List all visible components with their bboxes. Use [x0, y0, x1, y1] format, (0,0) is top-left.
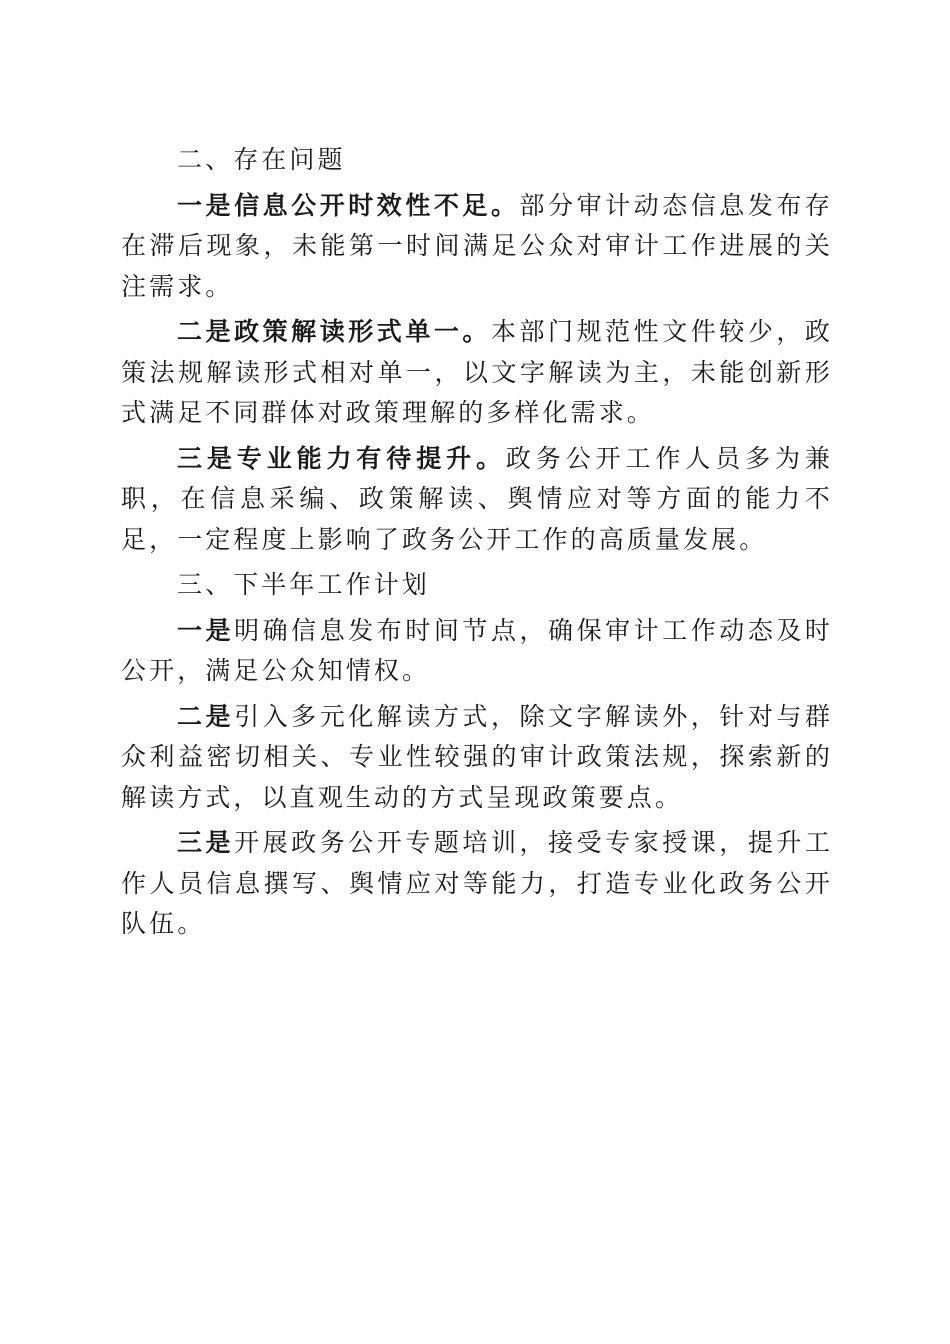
paragraph-lead: 二是政策解读形式单一。	[177, 317, 491, 346]
document-body	[121, 140, 833, 945]
paragraph-text: 本部门规范性文件较少，政策法规解读形式相对单一，以文字解读为主，未能创新形式满足不同群体对政策理解的多样化需求。	[121, 317, 833, 427]
problem-paragraph-1	[121, 186, 833, 308]
problem-paragraph-3	[121, 439, 833, 561]
paragraph-text: 引入多元化解读方式，除文字解读外，针对与群众利益密切相关、专业性较强的审计政策法规，探索新的解读方式，以直观生动的方式呈现政策要点。	[121, 701, 834, 812]
paragraph-lead: 三是	[177, 828, 235, 857]
paragraph-lead: 一是信息公开时效性不足。	[177, 190, 520, 220]
paragraph-lead: 一是	[177, 615, 235, 645]
plan-paragraph-3	[121, 823, 833, 945]
problem-paragraph-2	[121, 312, 833, 434]
paragraph-text: 政务公开工作人员多为兼职，在信息采编、政策解读、舆情应对等方面的能力不足，一定程度上影响了政务公开工作的高质量发展。	[121, 443, 833, 554]
paragraph-lead: 三是专业能力有待提升。	[177, 443, 506, 473]
section-heading-plan: 三、下半年工作计划	[177, 570, 430, 599]
paragraph-text: 部分审计动态信息发布存在滞后现象，未能第一时间满足公众对审计工作进展的关注需求。	[121, 190, 834, 301]
section-heading-problems: 二、存在问题	[177, 145, 346, 174]
plan-paragraph-1	[121, 611, 833, 692]
paragraph-text: 明确信息发布时间节点，确保审计工作动态及时公开，满足公众知情权。	[121, 615, 834, 685]
paragraph-lead: 二是	[177, 701, 235, 731]
plan-paragraph-2	[121, 697, 833, 819]
paragraph-text: 开展政务公开专题培训，接受专家授课，提升工作人员信息撰写、舆情应对等能力，打造专业化政务公开队伍。	[121, 828, 834, 938]
